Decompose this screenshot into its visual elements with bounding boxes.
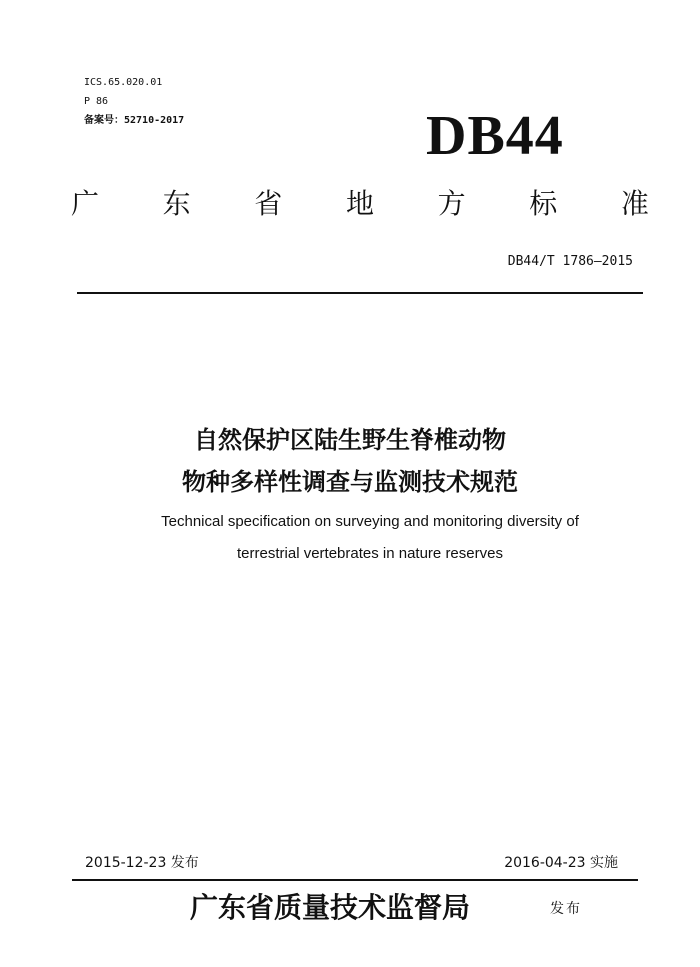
title-en-line-2: terrestrial vertebrates in nature reserves bbox=[237, 545, 503, 562]
title-cn-line-1: 自然保护区陆生野生脊椎动物 bbox=[194, 426, 506, 454]
effective-date: 2016-04-23 实施 bbox=[504, 855, 618, 871]
ics-code: ICS.65.020.01 bbox=[84, 77, 163, 88]
standard-type bbox=[70, 186, 650, 222]
filing-number: 备案号：52710-2017 bbox=[84, 115, 185, 126]
category-code: P 86 bbox=[84, 96, 109, 107]
standard-code: DB44 bbox=[426, 105, 564, 167]
title-en-line-1: Technical specification on surveying and monitoring diversity of bbox=[161, 513, 579, 530]
top-divider bbox=[77, 292, 643, 294]
standard-type-char: 准 bbox=[620, 187, 649, 220]
standard-type-char: 地 bbox=[345, 187, 374, 220]
standard-type-char: 省 bbox=[254, 187, 283, 220]
standard-type-char: 东 bbox=[162, 187, 191, 220]
standard-number: DB44/T 1786—2015 bbox=[507, 254, 633, 269]
title-cn-line-2: 物种多样性调查与监测技术规范 bbox=[182, 468, 518, 496]
standard-type-char: 标 bbox=[529, 187, 558, 220]
issue-label: 发布 bbox=[550, 901, 582, 917]
standard-type-char: 广 bbox=[70, 187, 99, 220]
publish-date: 2015-12-23 发布 bbox=[85, 855, 199, 871]
issuing-authority: 广东省质量技术监督局 bbox=[189, 891, 470, 924]
bottom-divider bbox=[72, 879, 638, 881]
standard-type-char: 方 bbox=[437, 187, 466, 220]
